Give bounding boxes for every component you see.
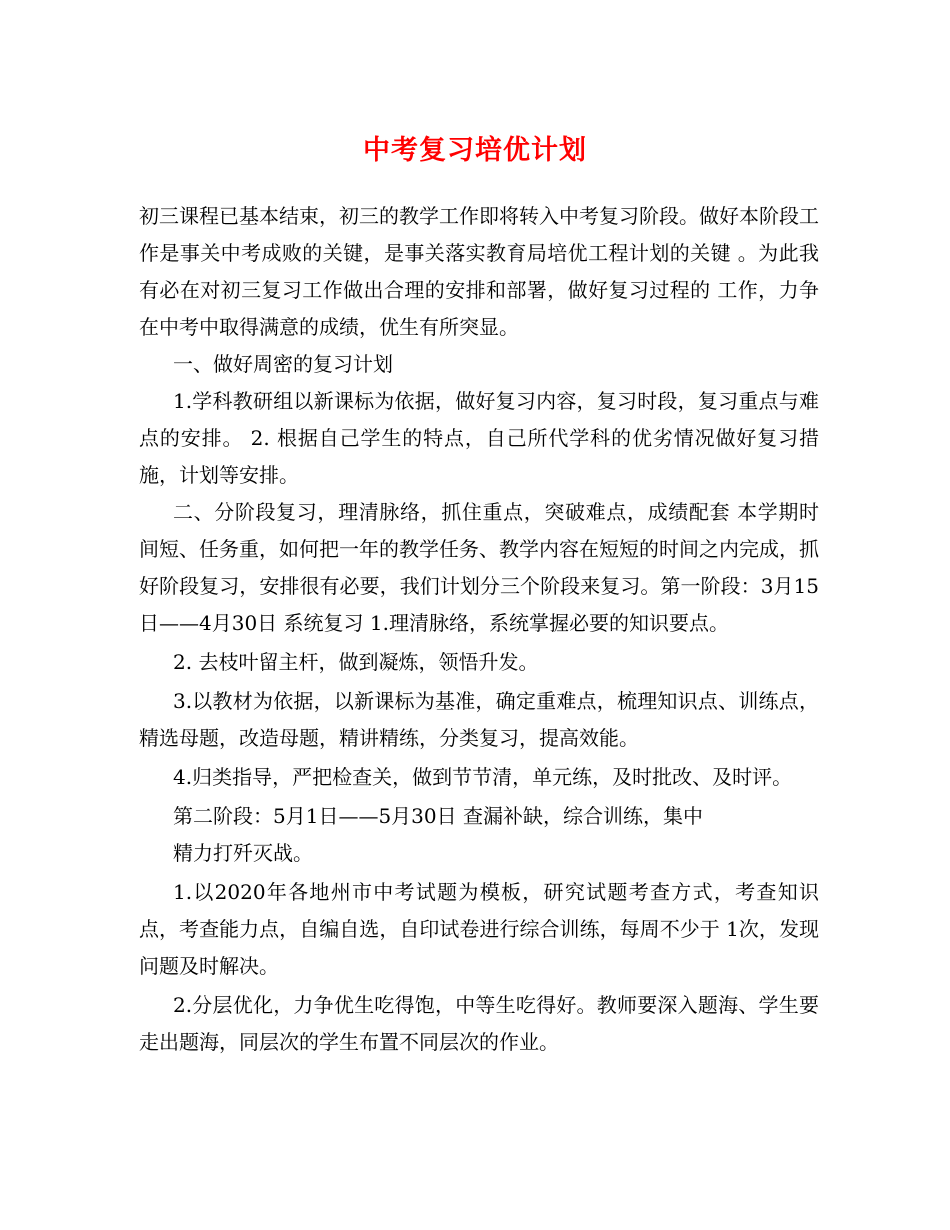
heading-section-1: 一、做好周密的复习计划 (173, 352, 393, 376)
paragraph-item-2: 2. 去枝叶留主杆，做到凝炼，领悟升发。 (173, 650, 539, 674)
paragraph-item-3: 3.以教材为依据，以新课标为基准，确定重难点，梳理知识点、训练点，精选母题，改造母题，精讲精练，分类复习，提高效能。 (139, 689, 819, 750)
paragraph-intro: 初三课程已基本结束，初三的教学工作即将转入中考复习阶段。做好本阶段工作是事关中考成败的关键，是事关落实教育局培优工程计划的关键 。为此我 有必在对初三复习工作做出合理的安排和部署，做好复习过程的 工作，力争在中考中取得满意的成绩，优生有所突显。 (139, 204, 819, 339)
paragraph-item-4: 4.归类指导，严把检查关，做到节节清，单元练，及时批改、及时评。 (173, 765, 793, 789)
paragraph-plan-items: 1.学科教研组以新课标为依据，做好复习内容，复习时段，复习重点与难点的安排。 2. 根据自己学生的特点，自己所代学科的优劣情况做好复习措施，计划等安排。 (139, 389, 819, 487)
paragraph-stage-2: 第二阶段：5月1日——5月30日 查漏补缺，综合训练，集中 (173, 804, 703, 828)
page-title: 中考复习培优计划 (363, 135, 587, 166)
document-body (139, 198, 819, 1061)
paragraph-section-2: 二、分阶段复习，理清脉络，抓住重点，突破难点，成绩配套 本学期时间短、任务重，如何把一年的教学任务、教学内容在短短的时间之内完成，抓好阶段复习，安排很有必要，我们计划分三个阶段来复习。第一阶段：3月15日——4月30日 系统复习 1.理清脉络，系统掌握必要的知识要点。 (139, 500, 819, 635)
paragraph-stage-2-item-1: 1.以2020年各地州市中考试题为模板，研究试题考查方式，考查知识点，考查能力点，自编自选，自印试卷进行综合训练，每周不少于 1次，发现问题及时解决。 (139, 880, 819, 978)
paragraph-stage-2-cont: 精力打歼灭战。 (173, 841, 313, 865)
paragraph-stage-2-item-2: 2.分层优化，力争优生吃得饱，中等生吃得好。教师要深入题海、学生要走出题海，同层次的学生布置不同层次的作业。 (139, 993, 819, 1054)
